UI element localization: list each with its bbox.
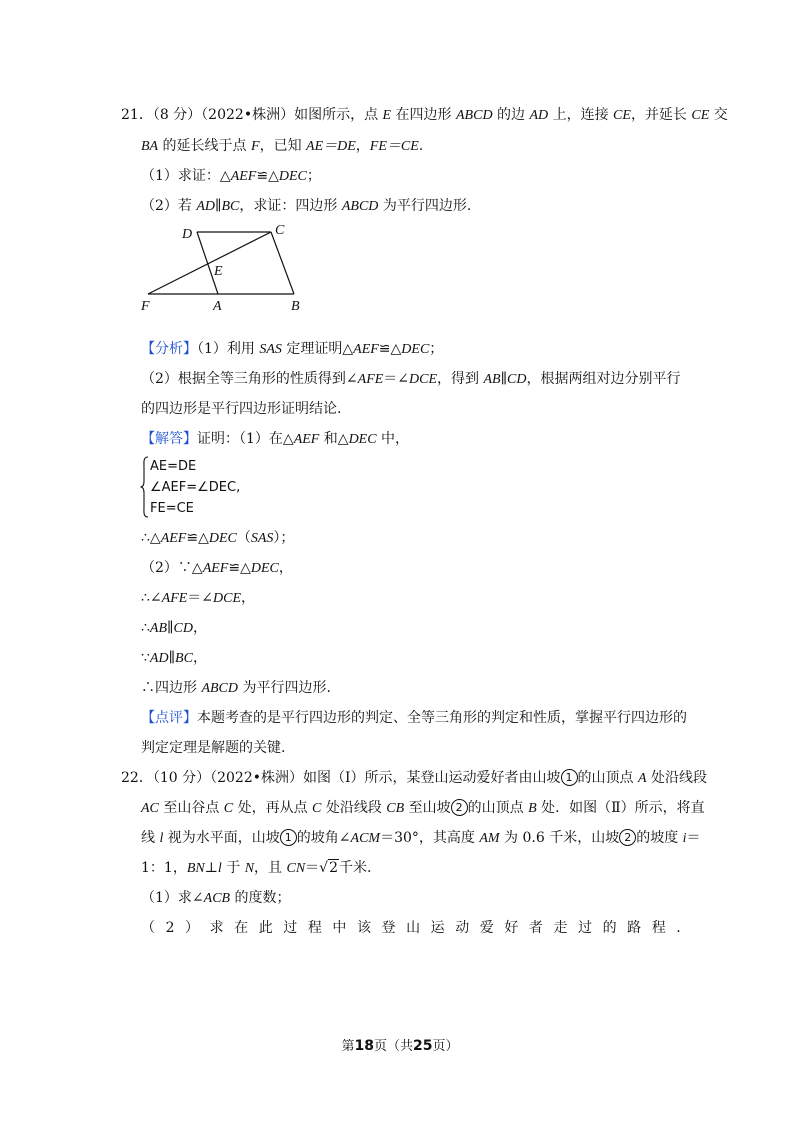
analysis-line-2: （2）根据全等三角形的性质得到∠AFE＝∠DCE，得到 AB∥CD，根据两组对边分别平行 xyxy=(141,371,681,387)
q22-part-2-char: 走 xyxy=(553,920,568,936)
q22-part-2-char: 2 xyxy=(165,920,175,936)
sqrt-sign: √ xyxy=(319,860,329,876)
line-da xyxy=(197,232,218,294)
q22-part-2-char: 过 xyxy=(283,920,298,936)
q21-part-1: （1）求证：△AEF≌△DEC； xyxy=(141,168,321,184)
line-cb xyxy=(271,232,294,294)
q22-part-2-char: 好 xyxy=(504,920,519,936)
quadrilateral-diagram xyxy=(138,222,318,314)
solution-step-5: ∵AD∥BC， xyxy=(141,650,207,666)
brace-line-2: ∠AEF=∠DEC, xyxy=(150,480,241,495)
brace-line-1: AE=DE xyxy=(150,459,197,474)
label-f: F xyxy=(141,299,150,314)
label-d: D xyxy=(182,227,193,242)
circled-number: 1 xyxy=(280,829,297,846)
q22-part-2-char: 过 xyxy=(578,920,593,936)
analysis-tag: 【分析】 xyxy=(141,341,197,357)
q22-part-2-char: . xyxy=(676,920,681,936)
q21-line-1: 21．（8 分）（2022•株洲）如图所示，点 E 在四边形 ABCD 的边 AD 上，连接 CE，并延长 CE 交 xyxy=(121,107,728,123)
q22-part-2-char: 该 xyxy=(356,920,371,936)
comment-line-2: 判定定理是解题的关键. xyxy=(141,740,286,756)
analysis-line-3: 的四边形是平行四边形证明结论. xyxy=(141,401,342,417)
page-footer: 第18页（共25页） xyxy=(341,1038,459,1054)
q21-part-2: （2）若 AD∥BC，求证：四边形 ABCD 为平行四边形. xyxy=(141,198,472,214)
analysis-line-1: 【分析】（1）利用 SAS 定理证明△AEF≌△DEC； xyxy=(141,341,444,357)
q22-part-2-char: （ xyxy=(141,920,155,936)
q22-part-2-char: 求 xyxy=(209,920,224,936)
line-fc xyxy=(148,232,271,294)
q22-part-2-char: 者 xyxy=(528,920,543,936)
label-e: E xyxy=(214,264,223,279)
q22-part-2-char: 动 xyxy=(455,920,470,936)
q22-part-2-char: 运 xyxy=(430,920,445,936)
q21-line-2: BA 的延长线于点 F，已知 AE＝DE，FE＝CE. xyxy=(141,138,424,154)
q22-part-1: （1）求∠ACB 的度数； xyxy=(141,890,291,906)
page-number: 18 xyxy=(354,1038,374,1054)
comment-tag: 【点评】 xyxy=(141,710,197,726)
circled-number: 2 xyxy=(451,799,468,816)
solution-step-6: ∴四边形 ABCD 为平行四边形. xyxy=(141,680,331,696)
q22-part-2-char: 中 xyxy=(332,920,347,936)
q22-line-2: AC 至山谷点 C 处，再从点 C 处沿线段 CB 至山坡 2 的山顶点 B 处．如图（Ⅱ）所示，将直 xyxy=(141,800,705,816)
equation-system xyxy=(140,456,340,518)
q22-part-2-char: 程 xyxy=(651,920,666,936)
q22-line-3: 线 l 视为水平面，山坡 1 的坡角∠ACM＝30°，其高度 AM 为 0.6 千米，山坡 2 的坡度 i＝ xyxy=(141,830,701,846)
solution-step-2: （2）∵△AEF≌△DEC， xyxy=(141,560,293,576)
circled-number: 1 xyxy=(561,769,578,786)
q22-line-4: 1：1，BN⊥l 于 N，且 CN＝√2千米. xyxy=(141,860,372,876)
brace-line-3: FE=CE xyxy=(150,501,194,516)
q22-part-2-char: 此 xyxy=(258,920,273,936)
solution-line-1: 【解答】证明：（1）在△AEF 和△DEC 中， xyxy=(141,431,410,447)
label-a: A xyxy=(213,299,222,314)
q22-part-2-char: 山 xyxy=(406,920,421,936)
q22-part-2-char: 程 xyxy=(307,920,322,936)
page-total: 25 xyxy=(413,1038,433,1054)
brace-icon xyxy=(140,456,150,518)
q22-part-2-char: 登 xyxy=(381,920,396,936)
q22-part-2-char: ） xyxy=(185,920,200,936)
circled-number: 2 xyxy=(619,829,636,846)
solution-tag: 【解答】 xyxy=(141,431,197,447)
comment-line-1: 【点评】本题考查的是平行四边形的判定、全等三角形的判定和性质，掌握平行四边形的 xyxy=(141,710,687,726)
solution-step-4: ∴AB∥CD， xyxy=(141,620,207,636)
solution-step-1: ∴△AEF≌△DEC（SAS）； xyxy=(141,530,295,546)
q22-part-2-char: 爱 xyxy=(479,920,494,936)
q22-part-2-char: 的 xyxy=(602,920,617,936)
label-c: C xyxy=(275,223,285,238)
sqrt-radicand: 2 xyxy=(329,860,339,876)
q22-part-2-char: 路 xyxy=(627,920,642,936)
label-b: B xyxy=(291,299,300,314)
q22-part-2 xyxy=(141,918,681,938)
solution-step-3: ∴∠AFE＝∠DCE， xyxy=(141,590,256,606)
q22-part-2-char: 在 xyxy=(234,920,249,936)
q22-line-1: 22．（10 分）（2022•株洲）如图（Ⅰ）所示，某登山运动爱好者由山坡 1 的山顶点 A 处沿线段 xyxy=(121,770,707,786)
